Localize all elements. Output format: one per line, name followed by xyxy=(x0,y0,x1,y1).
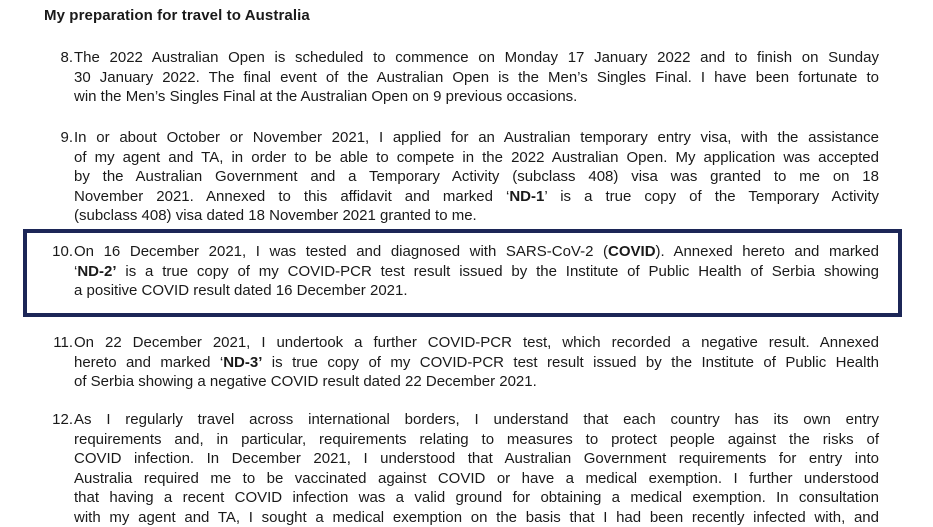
text-line: a positive COVID result dated 16 December 2021. xyxy=(74,281,879,301)
text-run: ’ is a true copy of the Temporary Activity xyxy=(544,188,879,205)
text-line: of Serbia showing a negative COVID result dated 22 December 2021. xyxy=(74,372,879,392)
paragraph-number: 11. xyxy=(39,333,73,353)
text-line: The 2022 Australian Open is scheduled to commence on Monday 17 January 2022 and to finish on Sunday xyxy=(74,48,879,68)
text-line: COVID infection. In December 2021, I understood that Australian Government requirements for entry into xyxy=(74,449,879,469)
text-line: 30 January 2022. The final event of the Australian Open is the Men’s Singles Final. I have been fortunate to xyxy=(74,68,879,88)
text-line: with my agent and TA, I sought a medical exemption on the basis that I had been recently infected with, and xyxy=(74,508,879,527)
text-run: November 2021. Annexed to this affidavit and marked ‘ xyxy=(74,188,509,205)
paragraph-number: 12. xyxy=(39,410,73,430)
text-run: On 16 December 2021, I was tested and diagnosed with SARS-CoV-2 ( xyxy=(74,243,608,260)
text-run: is a true copy of my COVID-PCR test result issued by the Institute of Public Health of Serbia showing xyxy=(117,263,879,280)
text-line: of my agent and TA, in order to be able to compete in the 2022 Australian Open. My application was accepted xyxy=(74,148,879,168)
text-line: As I regularly travel across international borders, I understand that each country has its own entry xyxy=(74,410,879,430)
text-run: is true copy of my COVID-PCR test result issued by the Institute of Public Health xyxy=(262,354,879,371)
annexure-label: ND-1 xyxy=(509,188,544,205)
text-line: On 22 December 2021, I undertook a further COVID-PCR test, which recorded a negative result. Annexed xyxy=(74,333,879,353)
paragraph-body xyxy=(74,410,879,527)
text-run: hereto and marked ‘ xyxy=(74,354,223,371)
defined-term: COVID xyxy=(608,243,656,260)
annexure-label: ND-3’ xyxy=(223,354,262,371)
paragraph-body xyxy=(74,128,879,226)
text-line: (subclass 408) visa dated 18 November 2021 granted to me. xyxy=(74,206,879,226)
paragraph-number: 9. xyxy=(39,128,73,148)
text-line: requirements and, in particular, requirements relating to measures to protect people against the risks of xyxy=(74,430,879,450)
text-line: Australia required me to be vaccinated against COVID or have a medical exemption. I further understood xyxy=(74,469,879,489)
text-line xyxy=(74,353,879,373)
section-heading: My preparation for travel to Australia xyxy=(44,7,310,24)
text-line: In or about October or November 2021, I applied for an Australian temporary entry visa, with the assistance xyxy=(74,128,879,148)
paragraph-body xyxy=(74,333,879,392)
paragraph-body xyxy=(74,48,879,107)
text-run: ). Annexed hereto and marked xyxy=(656,243,879,260)
text-line: that having a recent COVID infection was a valid ground for obtaining a medical exemption. In consultation xyxy=(74,488,879,508)
paragraph-number: 8. xyxy=(39,48,73,68)
paragraph-number: 10. xyxy=(39,242,73,262)
text-line: by the Australian Government and a Temporary Activity (subclass 408) visa was granted to me on 18 xyxy=(74,167,879,187)
text-run: ‘ xyxy=(74,263,77,280)
text-line: win the Men’s Singles Final at the Australian Open on 9 previous occasions. xyxy=(74,87,879,107)
text-line xyxy=(74,187,879,207)
annexure-label: ND-2’ xyxy=(77,263,116,280)
highlight-box xyxy=(23,229,902,317)
